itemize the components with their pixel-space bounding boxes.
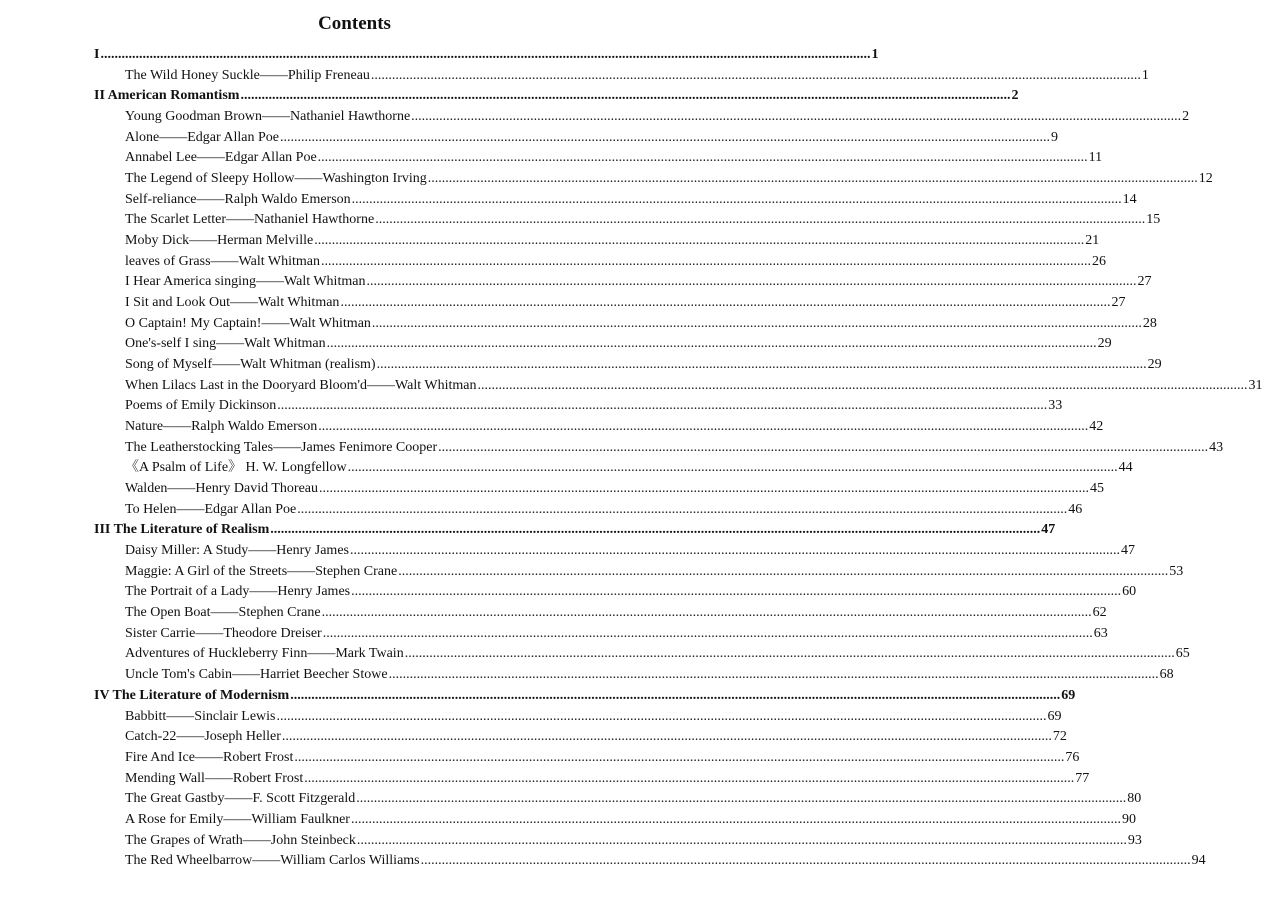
dot-leader: ............................................................................................................................................................................................................................	[326, 336, 1097, 352]
toc-page-number: 44	[1118, 460, 1133, 476]
toc-label: The Legend of Sleepy Hollow——Washington Irving	[125, 171, 427, 187]
toc-label: The Scarlet Letter——Nathaniel Hawthorne	[125, 212, 375, 228]
toc-entry[interactable]	[94, 644, 1190, 665]
toc-label: A Rose for Emily——William Faulkner	[125, 811, 350, 827]
dot-leader: ............................................................................................................................................................................................................................	[404, 646, 1175, 662]
dot-leader: ............................................................................................................................................................................................................................	[370, 67, 1141, 83]
dot-leader: ............................................................................................................................................................................................................................	[477, 377, 1248, 393]
dot-leader: ............................................................................................................................................................................................................................	[270, 522, 1041, 538]
toc-entry[interactable]	[94, 851, 1206, 872]
toc-entry[interactable]	[94, 438, 1224, 459]
dot-leader: ............................................................................................................................................................................................................................	[319, 481, 1089, 497]
toc-page-number: 93	[1127, 832, 1142, 848]
toc-entry[interactable]	[94, 128, 1058, 149]
toc-entry[interactable]	[94, 665, 1174, 686]
toc-label: I	[94, 47, 100, 62]
toc-section-heading[interactable]	[94, 86, 1019, 107]
toc-entry[interactable]	[94, 831, 1142, 852]
toc-label: Annabel Lee——Edgar Allan Poe	[125, 150, 317, 166]
dot-leader: ............................................................................................................................................................................................................................	[371, 315, 1142, 331]
toc-page-number: 21	[1085, 233, 1100, 249]
toc-label: The Grapes of Wrath——John Steinbeck	[125, 832, 356, 848]
toc-label: To Helen——Edgar Allan Poe	[125, 501, 297, 517]
table-of-contents	[94, 45, 1262, 872]
toc-page-number: 31	[1248, 377, 1262, 393]
toc-entry[interactable]	[94, 148, 1103, 169]
toc-label: The Leatherstocking Tales——James Fenimore Cooper	[125, 439, 438, 455]
toc-page-number: 15	[1146, 212, 1161, 228]
toc-entry[interactable]	[94, 293, 1126, 314]
toc-entry[interactable]	[94, 727, 1067, 748]
toc-label: Daisy Miller: A Study——Henry James	[125, 543, 349, 559]
toc-entry[interactable]	[94, 169, 1213, 190]
toc-page-number: 12	[1198, 171, 1213, 187]
toc-entry[interactable]	[94, 582, 1137, 603]
toc-page-number: 62	[1092, 605, 1107, 621]
toc-label: Walden——Henry David Thoreau	[125, 481, 318, 497]
dot-leader: ............................................................................................................................................................................................................................	[279, 129, 1050, 145]
dot-leader: ............................................................................................................................................................................................................................	[321, 605, 1092, 621]
toc-page-number: 26	[1091, 253, 1106, 269]
dot-leader: ............................................................................................................................................................................................................................	[347, 460, 1118, 476]
dot-leader: ............................................................................................................................................................................................................................	[276, 708, 1047, 724]
toc-page-number: 65	[1175, 646, 1190, 662]
toc-entry[interactable]	[94, 624, 1108, 645]
toc-section-heading[interactable]	[94, 45, 879, 66]
toc-page-number: 90	[1121, 811, 1136, 827]
toc-page-number: 63	[1093, 625, 1108, 641]
toc-label: When Lilacs Last in the Dooryard Bloom'd——Walt Whitman	[125, 377, 477, 393]
toc-page-number: 94	[1191, 853, 1206, 869]
toc-label: leaves of Grass——Walt Whitman	[125, 253, 320, 269]
dot-leader: ............................................................................................................................................................................................................................	[356, 832, 1127, 848]
toc-page-number: 80	[1127, 791, 1142, 807]
toc-entry[interactable]	[94, 252, 1106, 273]
toc-label: I Sit and Look Out——Walt Whitman	[125, 295, 340, 311]
toc-page-number: 68	[1159, 667, 1174, 683]
toc-label: Babbitt——Sinclair Lewis	[125, 708, 276, 724]
toc-page-number: 77	[1075, 770, 1090, 786]
dot-leader: ............................................................................................................................................................................................................................	[350, 543, 1120, 559]
toc-label: Maggie: A Girl of the Streets——Stephen Crane	[125, 563, 398, 579]
dot-leader: ............................................................................................................................................................................................................................	[366, 274, 1137, 290]
toc-label: III The Literature of Realism	[94, 522, 270, 538]
dot-leader: ............................................................................................................................................................................................................................	[438, 439, 1209, 455]
dot-leader: ............................................................................................................................................................................................................................	[294, 749, 1065, 765]
toc-page-number: 14	[1122, 191, 1137, 207]
toc-entry[interactable]	[94, 789, 1142, 810]
toc-page-number: 47	[1121, 543, 1135, 559]
toc-page-number: 45	[1090, 481, 1104, 497]
toc-page-number: 27	[1137, 274, 1152, 290]
toc-entry[interactable]	[94, 458, 1133, 479]
toc-entry[interactable]	[94, 210, 1161, 231]
toc-page-number: 2	[1011, 88, 1019, 104]
toc-entry[interactable]	[94, 748, 1080, 769]
toc-label: Mending Wall——Robert Frost	[125, 770, 304, 786]
toc-page-number: 60	[1122, 584, 1137, 600]
dot-leader: ............................................................................................................................................................................................................................	[317, 150, 1088, 166]
toc-entry[interactable]	[94, 541, 1135, 562]
toc-label: Young Goodman Brown——Nathaniel Hawthorne	[125, 109, 411, 125]
toc-entry[interactable]	[94, 769, 1090, 790]
toc-page-number: 69	[1047, 708, 1062, 724]
dot-leader: ............................................................................................................................................................................................................................	[297, 501, 1068, 517]
toc-label: Moby Dick——Herman Melville	[125, 233, 314, 249]
toc-label: II American Romantism	[94, 88, 240, 104]
toc-page-number: 29	[1097, 336, 1112, 352]
toc-entry[interactable]	[94, 562, 1184, 583]
dot-leader: ............................................................................................................................................................................................................................	[318, 419, 1089, 435]
dot-leader: ............................................................................................................................................................................................................................	[398, 563, 1169, 579]
toc-entry[interactable]	[94, 190, 1137, 211]
toc-label: Nature——Ralph Waldo Emerson	[125, 419, 318, 435]
toc-section-heading[interactable]	[94, 520, 1056, 541]
dot-leader: ............................................................................................................................................................................................................................	[388, 667, 1159, 683]
dot-leader: ............................................................................................................................................................................................................................	[290, 687, 1061, 703]
toc-entry[interactable]	[94, 272, 1152, 293]
dot-leader: ............................................................................................................................................................................................................................	[100, 47, 871, 62]
toc-label: The Open Boat——Stephen Crane	[125, 605, 321, 621]
toc-label: Fire And Ice——Robert Frost	[125, 749, 294, 765]
toc-page-number: 29	[1147, 357, 1162, 373]
dot-leader: ............................................................................................................................................................................................................................	[304, 770, 1075, 786]
dot-leader: ............................................................................................................................................................................................................................	[351, 191, 1122, 207]
toc-page-number: 27	[1111, 295, 1126, 311]
toc-label: Song of Myself——Walt Whitman (realism)	[125, 357, 376, 373]
toc-label: The Red Wheelbarrow——William Carlos Williams	[125, 853, 420, 869]
toc-page-number: 28	[1142, 315, 1157, 331]
toc-entry[interactable]	[94, 603, 1107, 624]
toc-page-number: 1	[1141, 67, 1149, 83]
toc-label: O Captain! My Captain!——Walt Whitman	[125, 315, 371, 331]
toc-page-number: 43	[1209, 439, 1224, 455]
toc-page-number: 53	[1169, 563, 1184, 579]
page-title: Contents	[318, 13, 391, 34]
toc-label: Uncle Tom's Cabin——Harriet Beecher Stowe	[125, 667, 388, 683]
toc-label: One's-self I sing——Walt Whitman	[125, 336, 326, 352]
toc-label: 《A Psalm of Life》 H. W. Longfellow	[125, 460, 347, 476]
toc-entry[interactable]	[94, 707, 1062, 728]
dot-leader: ............................................................................................................................................................................................................................	[322, 625, 1093, 641]
toc-page-number: 33	[1048, 398, 1063, 414]
toc-label: IV The Literature of Modernism	[94, 687, 290, 703]
dot-leader: ............................................................................................................................................................................................................................	[350, 811, 1121, 827]
toc-entry[interactable]	[94, 355, 1162, 376]
toc-page-number: 72	[1052, 729, 1067, 745]
toc-page-number: 47	[1041, 522, 1056, 538]
dot-leader: ............................................................................................................................................................................................................................	[411, 109, 1182, 125]
toc-page-number: 69	[1061, 687, 1076, 703]
toc-entry[interactable]	[94, 334, 1112, 355]
toc-label: Poems of Emily Dickinson	[125, 398, 277, 414]
dot-leader: ............................................................................................................................................................................................................................	[420, 853, 1191, 869]
dot-leader: ............................................................................................................................................................................................................................	[340, 295, 1111, 311]
toc-page-number: 76	[1065, 749, 1080, 765]
toc-page-number: 11	[1088, 150, 1103, 166]
toc-entry[interactable]	[94, 376, 1262, 397]
dot-leader: ............................................................................................................................................................................................................................	[314, 233, 1085, 249]
toc-label: Self-reliance——Ralph Waldo Emerson	[125, 191, 351, 207]
dot-leader: ............................................................................................................................................................................................................................	[427, 171, 1198, 187]
toc-label: Catch-22——Joseph Heller	[125, 729, 281, 745]
toc-entry[interactable]	[94, 417, 1104, 438]
dot-leader: ............................................................................................................................................................................................................................	[240, 88, 1011, 104]
toc-page-number: 46	[1068, 501, 1083, 517]
toc-label: The Wild Honey Suckle——Philip Freneau	[125, 67, 370, 83]
toc-page-number: 9	[1050, 129, 1058, 145]
dot-leader: ............................................................................................................................................................................................................................	[356, 791, 1127, 807]
toc-entry[interactable]	[94, 479, 1104, 500]
dot-leader: ............................................................................................................................................................................................................................	[351, 584, 1122, 600]
toc-entry[interactable]	[94, 66, 1149, 87]
toc-label: I Hear America singing——Walt Whitman	[125, 274, 366, 290]
toc-entry[interactable]	[94, 231, 1100, 252]
dot-leader: ............................................................................................................................................................................................................................	[277, 398, 1048, 414]
toc-section-heading[interactable]	[94, 686, 1076, 707]
dot-leader: ............................................................................................................................................................................................................................	[375, 212, 1146, 228]
toc-entry[interactable]	[94, 500, 1083, 521]
toc-entry[interactable]	[94, 107, 1190, 128]
toc-entry[interactable]	[94, 810, 1136, 831]
toc-label: The Portrait of a Lady——Henry James	[125, 584, 351, 600]
toc-page-number: 1	[871, 47, 879, 62]
toc-entry[interactable]	[94, 396, 1063, 417]
toc-entry[interactable]	[94, 314, 1157, 335]
toc-page-number: 42	[1089, 419, 1104, 435]
dot-leader: ............................................................................................................................................................................................................................	[320, 253, 1091, 269]
toc-page-number: 2	[1182, 109, 1190, 125]
toc-label: The Great Gastby——F. Scott Fitzgerald	[125, 791, 356, 807]
dot-leader: ............................................................................................................................................................................................................................	[281, 729, 1052, 745]
toc-label: Adventures of Huckleberry Finn——Mark Twain	[125, 646, 404, 662]
dot-leader: ............................................................................................................................................................................................................................	[376, 357, 1147, 373]
toc-label: Alone——Edgar Allan Poe	[125, 129, 279, 145]
toc-label: Sister Carrie——Theodore Dreiser	[125, 625, 322, 641]
